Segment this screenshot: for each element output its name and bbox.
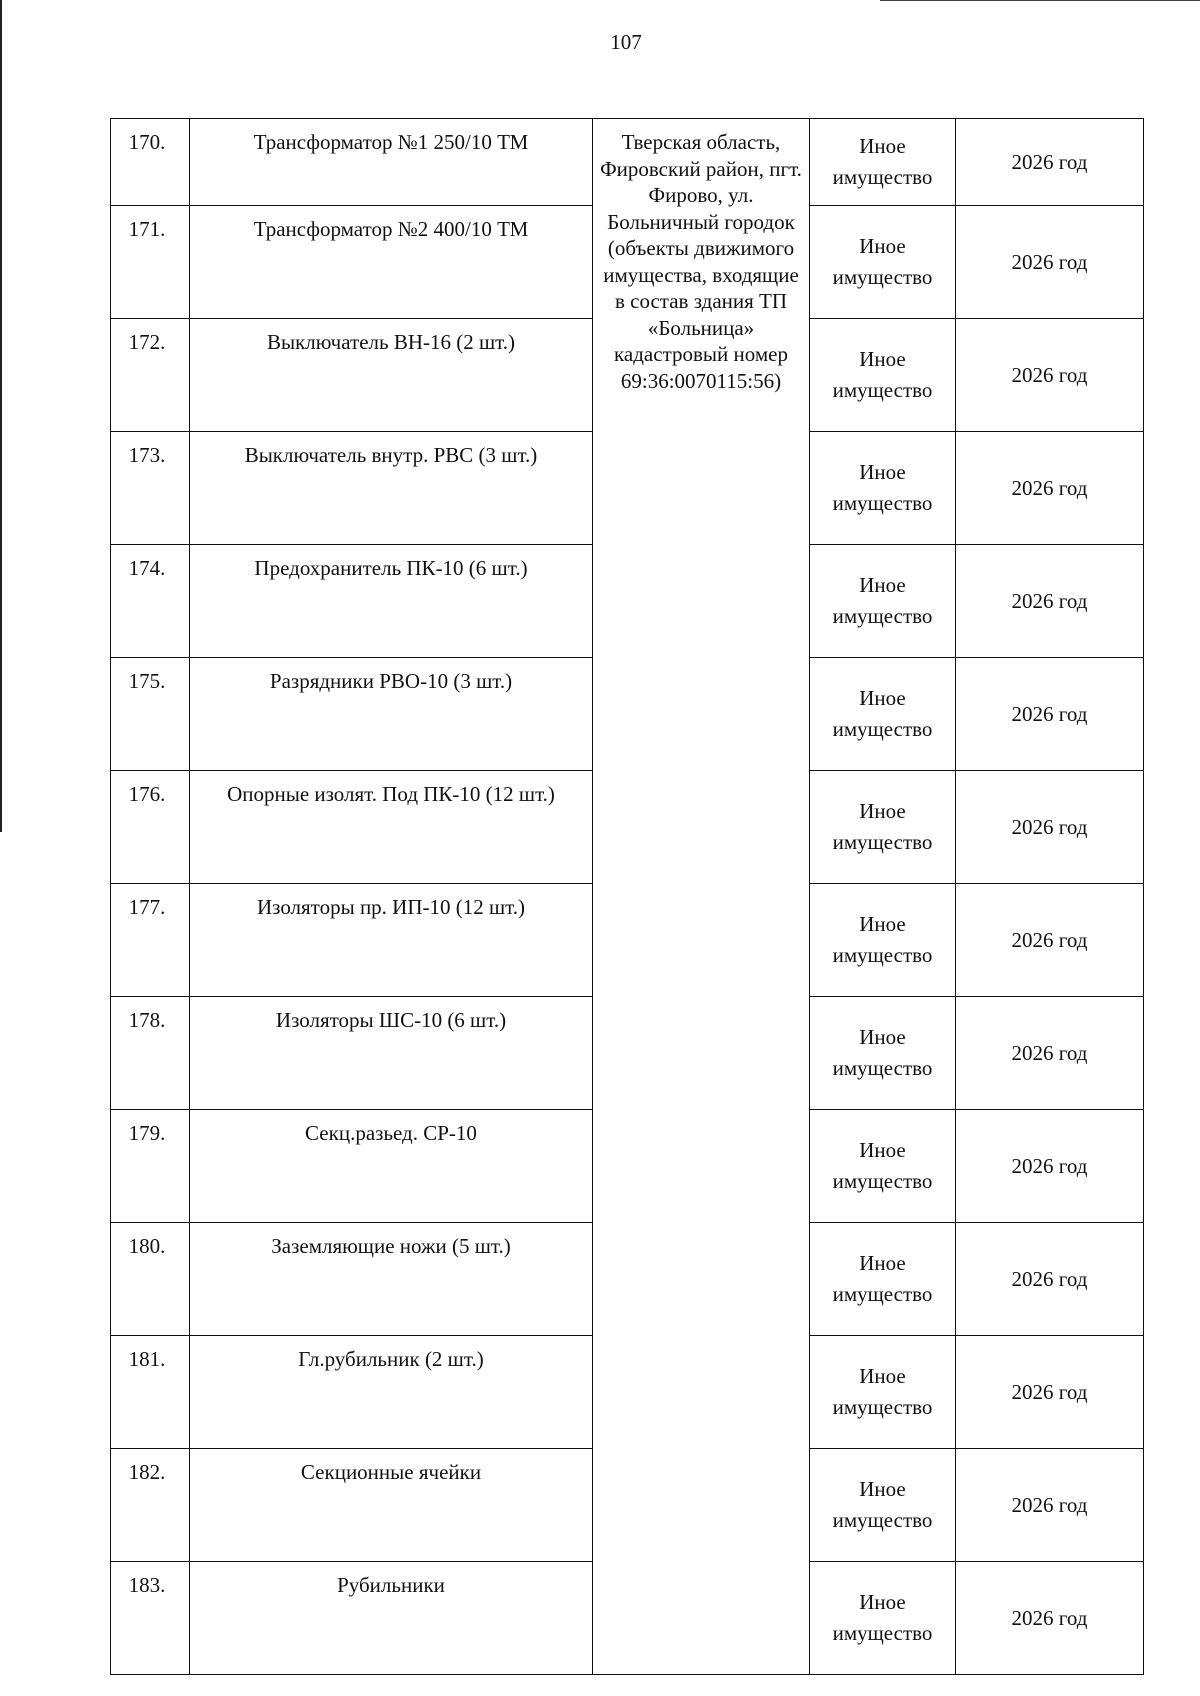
- privatization-year: 2026 год: [956, 997, 1144, 1110]
- page-number: 107: [610, 30, 642, 54]
- property-type: Иное имущество: [810, 1449, 956, 1562]
- privatization-year: 2026 год: [956, 658, 1144, 771]
- privatization-year: 2026 год: [956, 206, 1144, 319]
- property-type: Иное имущество: [810, 545, 956, 658]
- privatization-year: 2026 год: [956, 319, 1144, 432]
- privatization-year: 2026 год: [956, 771, 1144, 884]
- privatization-year: 2026 год: [956, 1562, 1144, 1675]
- row-number: 180.: [111, 1223, 190, 1336]
- row-number: 183.: [111, 1562, 190, 1675]
- row-number: 177.: [111, 884, 190, 997]
- scan-top-mark: [880, 0, 1200, 1]
- property-type: Иное имущество: [810, 119, 956, 206]
- item-name: Трансформатор №2 400/10 ТМ: [190, 206, 593, 319]
- privatization-year: 2026 год: [956, 545, 1144, 658]
- privatization-year: 2026 год: [956, 1336, 1144, 1449]
- item-name: Выключатель внутр. РВС (3 шт.): [190, 432, 593, 545]
- property-type: Иное имущество: [810, 884, 956, 997]
- privatization-year: 2026 год: [956, 432, 1144, 545]
- row-number: 178.: [111, 997, 190, 1110]
- row-number: 170.: [111, 119, 190, 206]
- property-type: Иное имущество: [810, 1110, 956, 1223]
- property-type: Иное имущество: [810, 658, 956, 771]
- table-row: [111, 119, 1144, 206]
- privatization-year: 2026 год: [956, 1223, 1144, 1336]
- row-number: 171.: [111, 206, 190, 319]
- property-type: Иное имущество: [810, 1336, 956, 1449]
- item-name: Рубильники: [190, 1562, 593, 1675]
- property-type: Иное имущество: [810, 432, 956, 545]
- item-name: Секционные ячейки: [190, 1449, 593, 1562]
- privatization-year: 2026 год: [956, 1449, 1144, 1562]
- property-type: Иное имущество: [810, 1562, 956, 1675]
- property-type: Иное имущество: [810, 319, 956, 432]
- property-type: Иное имущество: [810, 1223, 956, 1336]
- property-table: [110, 118, 1144, 1675]
- row-number: 174.: [111, 545, 190, 658]
- scan-edge-mark: [0, 0, 2, 832]
- row-number: 172.: [111, 319, 190, 432]
- row-number: 176.: [111, 771, 190, 884]
- privatization-year: 2026 год: [956, 1110, 1144, 1223]
- item-name: Опорные изолят. Под ПК-10 (12 шт.): [190, 771, 593, 884]
- table-body: [111, 119, 1144, 1675]
- row-number: 175.: [111, 658, 190, 771]
- item-name: Выключатель ВН-16 (2 шт.): [190, 319, 593, 432]
- property-type: Иное имущество: [810, 206, 956, 319]
- item-name: Гл.рубильник (2 шт.): [190, 1336, 593, 1449]
- row-number: 181.: [111, 1336, 190, 1449]
- row-number: 182.: [111, 1449, 190, 1562]
- privatization-year: 2026 год: [956, 119, 1144, 206]
- item-name: Изоляторы ШС-10 (6 шт.): [190, 997, 593, 1110]
- property-type: Иное имущество: [810, 997, 956, 1110]
- property-type: Иное имущество: [810, 771, 956, 884]
- item-name: Секц.разьед. СР-10: [190, 1110, 593, 1223]
- item-name: Разрядники РВО-10 (3 шт.): [190, 658, 593, 771]
- row-number: 173.: [111, 432, 190, 545]
- item-name: Трансформатор №1 250/10 ТМ: [190, 119, 593, 206]
- item-name: Заземляющие ножи (5 шт.): [190, 1223, 593, 1336]
- privatization-year: 2026 год: [956, 884, 1144, 997]
- address-cell: Тверская область, Фировский район, пгт. Фирово, ул. Больничный городок (объекты движимого имущества, входящие в состав здания ТП «Больница» кадастровый номер 69:36:0070115:56): [593, 119, 810, 1675]
- row-number: 179.: [111, 1110, 190, 1223]
- item-name: Предохранитель ПК-10 (6 шт.): [190, 545, 593, 658]
- item-name: Изоляторы пр. ИП-10 (12 шт.): [190, 884, 593, 997]
